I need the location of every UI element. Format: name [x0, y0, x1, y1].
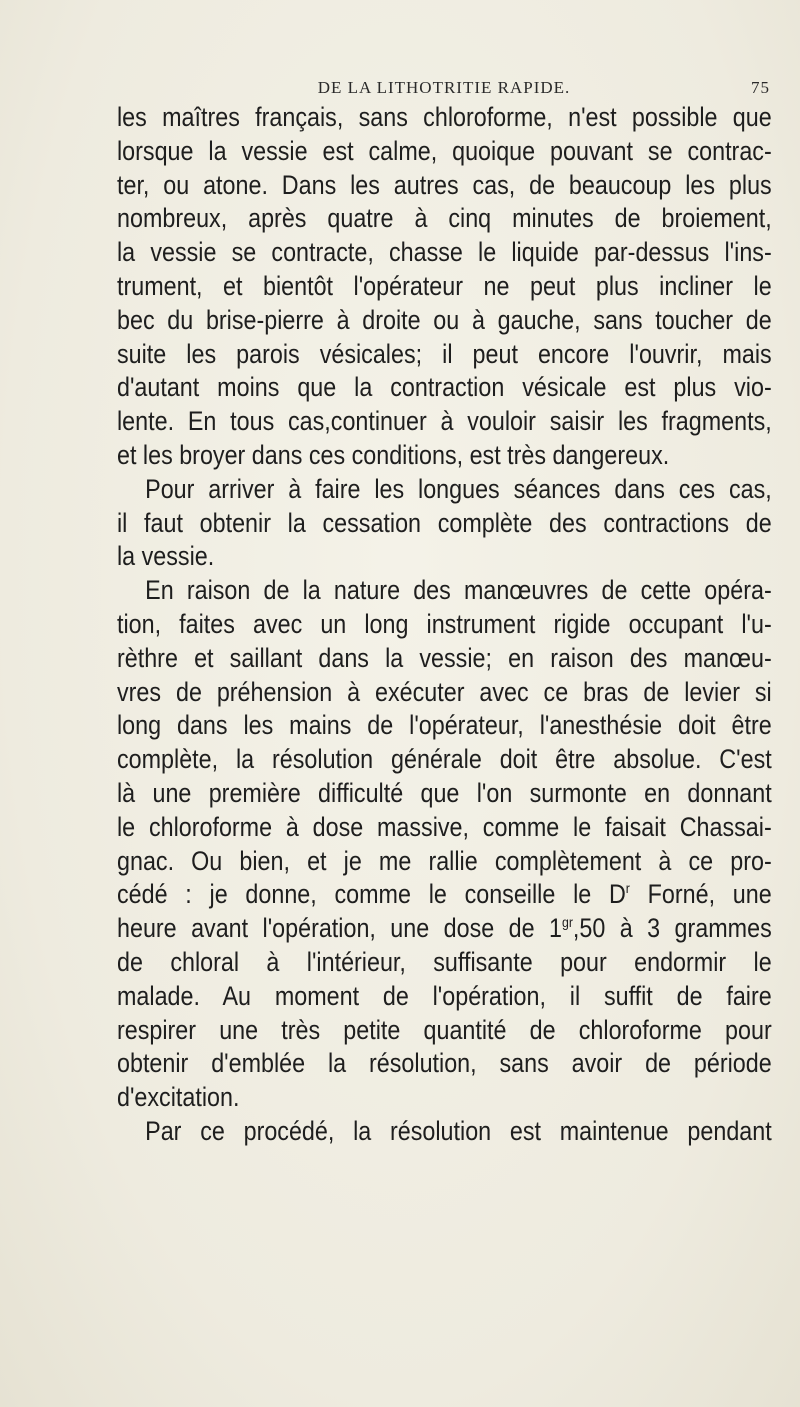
text-line: rèthre et saillant dans la vessie; en raison des manœu- [117, 642, 772, 673]
running-title: DE LA LITHOTRITIE RAPIDE. [317, 78, 571, 97]
text-line [117, 912, 772, 946]
text-line: Par ce procédé, la résolution est maintenue pendant [145, 1115, 772, 1146]
text-line: d'autant moins que la contraction vésicale est plus vio- [117, 372, 772, 403]
text-line: ter, ou atone. Dans les autres cas, de beaucoup les plus [117, 169, 772, 200]
text-line: la vessie se contracte, chasse le liquide par-dessus l'ins- [117, 237, 772, 268]
text-line: lorsque la vessie est calme, quoique pouvant se contrac- [117, 135, 772, 166]
text-line: la vessie. [117, 541, 215, 572]
text-line: de chloral à l'intérieur, suffisante pour endormir le [117, 946, 772, 977]
text-line-end: ,50 à 3 grammes [572, 913, 772, 944]
text-line: complète, la résolution générale doit être absolue. C'est [117, 744, 772, 775]
text-line-end: Forné, une [629, 879, 772, 910]
superscript: r [625, 880, 630, 897]
text-line: d'excitation. [117, 1082, 240, 1113]
text-line [117, 878, 772, 912]
text-line: Pour arriver à faire les longues séances dans ces cas, [145, 473, 772, 504]
superscript: gr [561, 914, 573, 931]
text-line: lente. En tous cas,continuer à vouloir saisir les fragments, [117, 406, 772, 437]
text-line: il faut obtenir la cessation complète des contractions de [117, 507, 772, 538]
text-line: là une première difficulté que l'on surmonte en donnant [117, 777, 772, 808]
text-line: malade. Au moment de l'opération, il suffit de faire [117, 980, 772, 1011]
text-line: les maîtres français, sans chloroforme, n'est possible que [117, 102, 772, 132]
text-line: bec du brise-pierre à droite ou à gauche, sans toucher de [117, 304, 772, 335]
text-line-start: cédé : je donne, comme le conseille le D [117, 879, 626, 910]
page-number: 75 [751, 78, 770, 97]
text-line: et les broyer dans ces conditions, est très dangereux. [117, 439, 670, 470]
text-line: obtenir d'emblée la résolution, sans avoir de période [117, 1048, 772, 1079]
text-line: En raison de la nature des manœuvres de cette opéra- [145, 575, 772, 606]
text-line: nombreux, après quatre à cinq minutes de broiement, [117, 203, 772, 234]
text-line: respirer une très petite quantité de chloroforme pour [117, 1014, 772, 1045]
text-line: tion, faites avec un long instrument rigide occupant l'u- [117, 608, 772, 639]
text-line: gnac. Ou bien, et je me rallie complètement à ce pro- [117, 845, 772, 876]
body-text [117, 101, 772, 1149]
text-line: le chloroforme à dose massive, comme le faisait Chassai- [117, 811, 772, 842]
text-line-start: heure avant l'opération, une dose de 1 [117, 913, 562, 944]
text-line: suite les parois vésicales; il peut encore l'ouvrir, mais [117, 338, 772, 369]
text-line: long dans les mains de l'opérateur, l'anesthésie doit être [117, 710, 772, 741]
text-line: vres de préhension à exécuter avec ce bras de levier si [117, 676, 772, 707]
text-line: trument, et bientôt l'opérateur ne peut plus incliner le [117, 270, 772, 301]
